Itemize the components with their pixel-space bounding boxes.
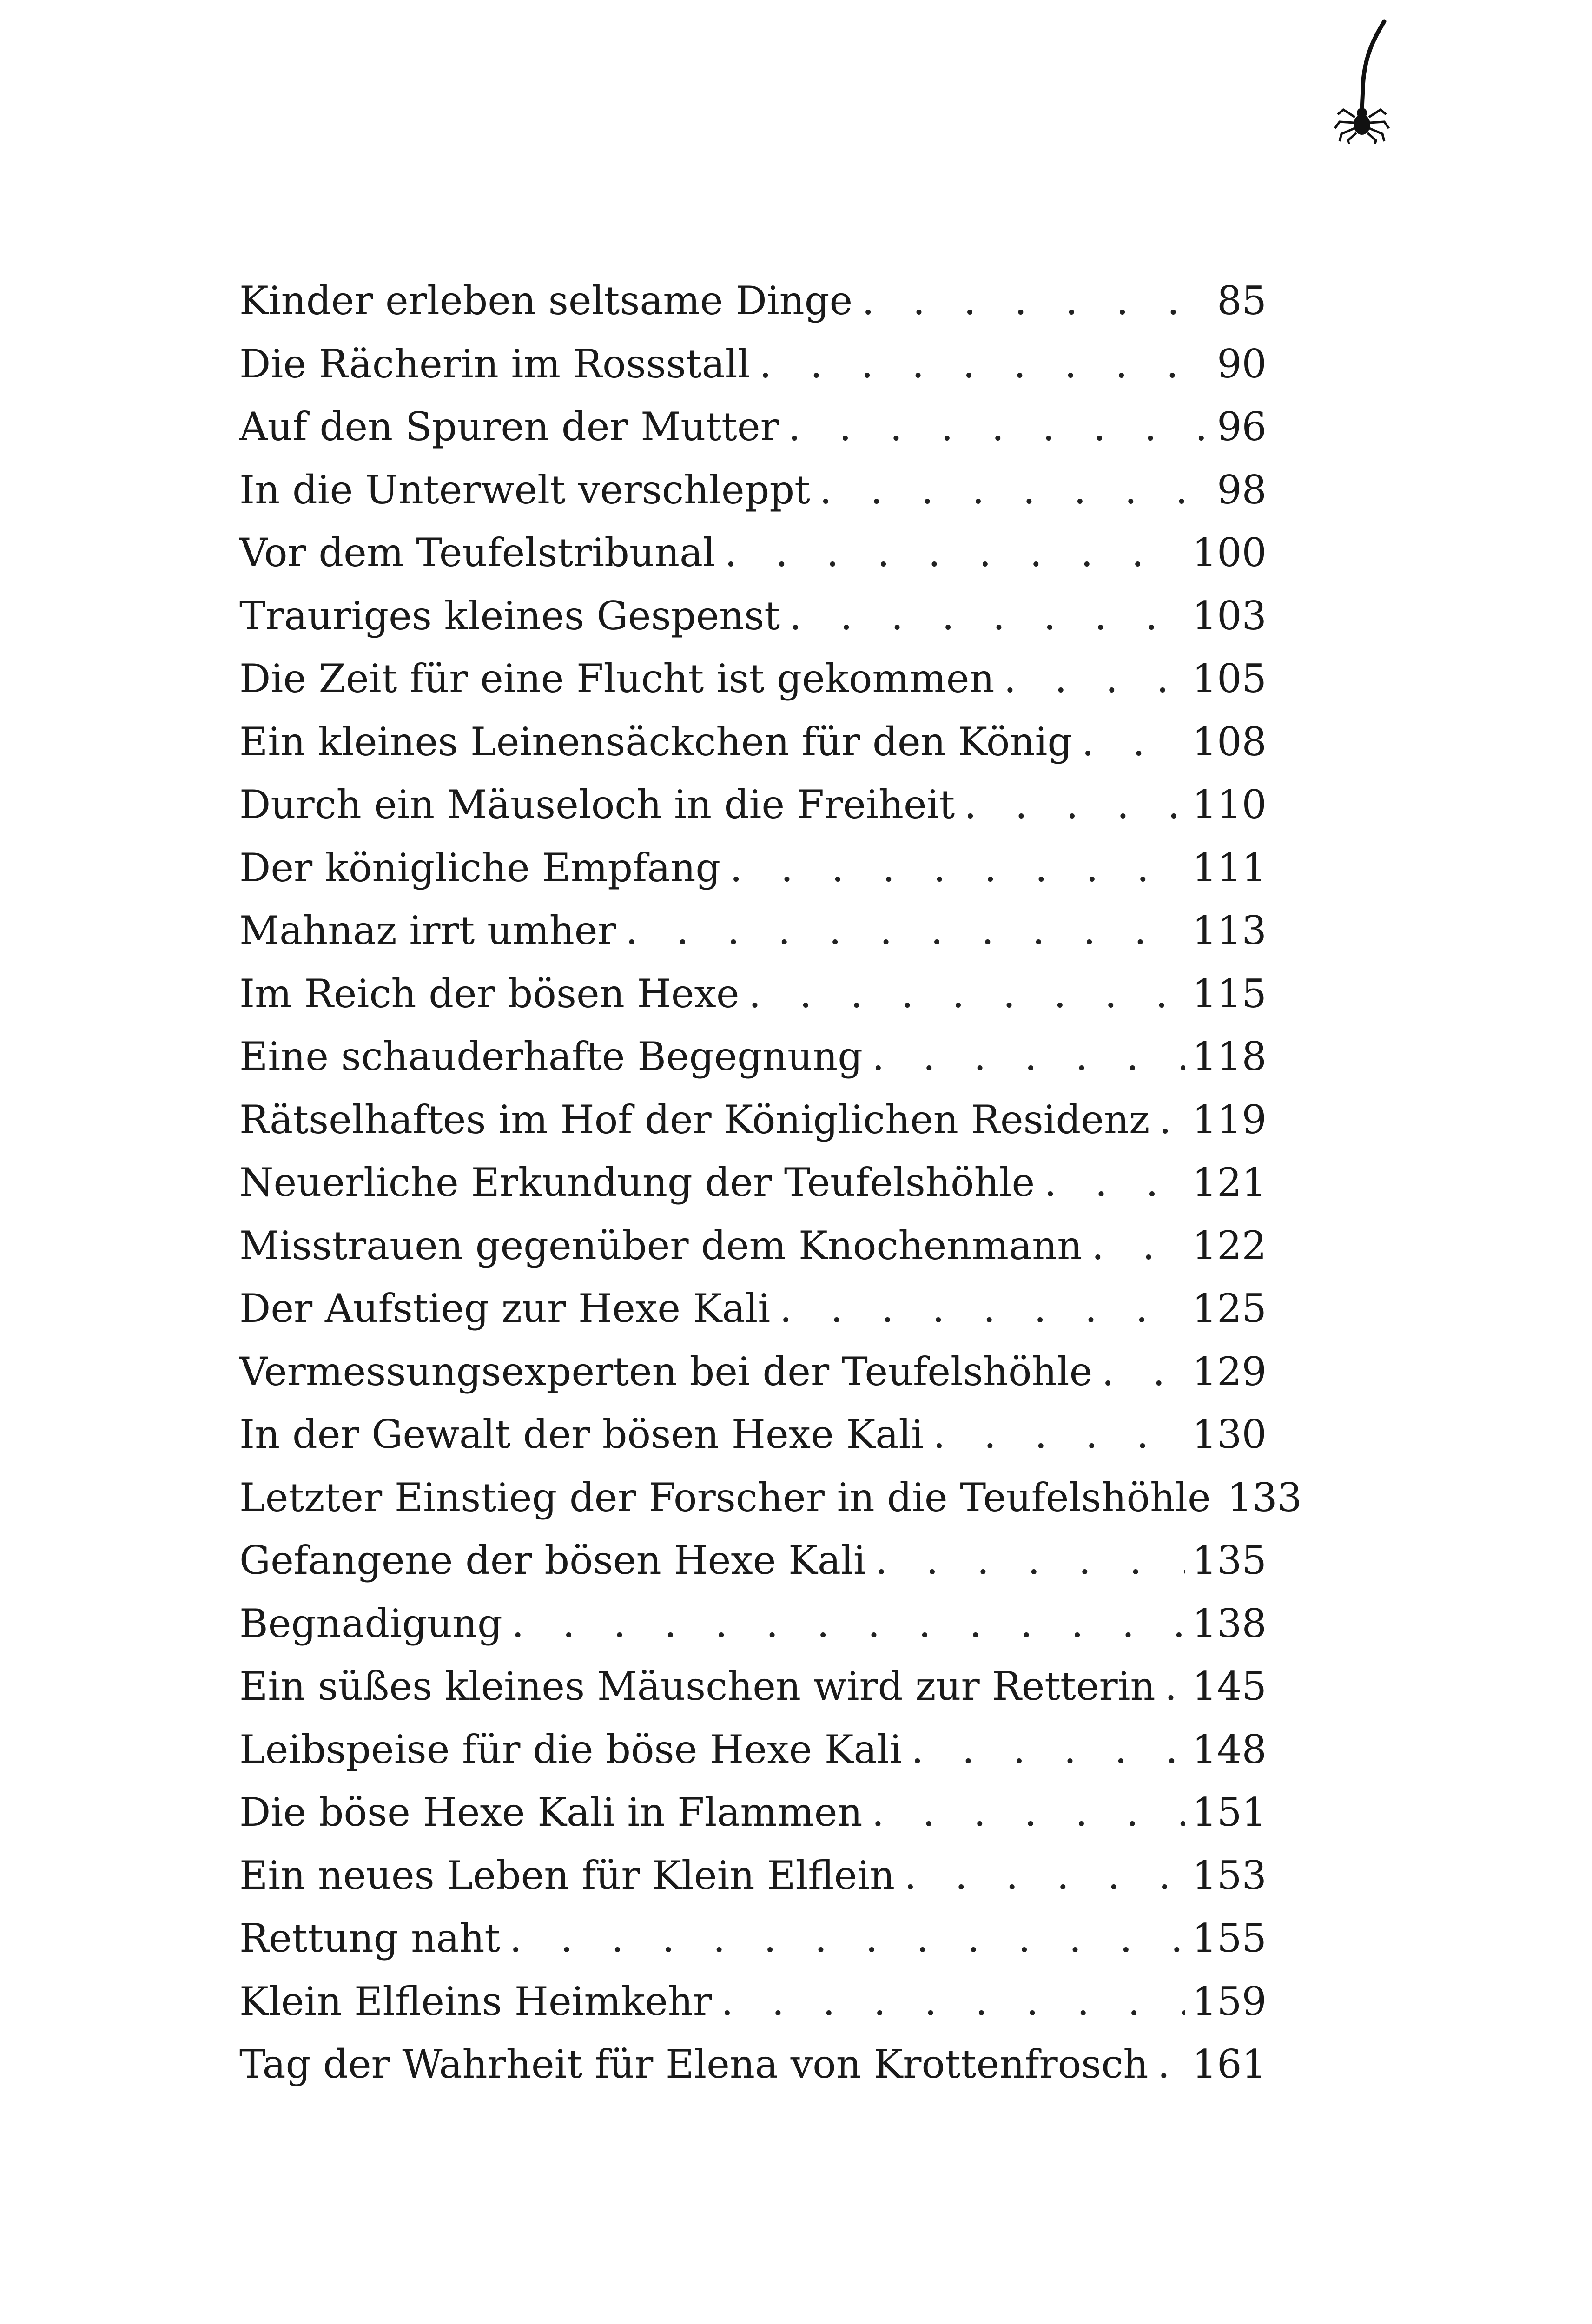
toc-entry-title: In die Unterwelt verschleppt [239, 467, 810, 513]
toc-entry-title: Ein süßes kleines Mäuschen wird zur Retterin [239, 1664, 1156, 1709]
toc-entry-title: Durch ein Mäuseloch in die Freiheit [239, 782, 955, 827]
toc-entry-page-number: 103 [1192, 593, 1267, 639]
toc-dot-leader [872, 1025, 1185, 1089]
toc-entry-title: Der Aufstieg zur Hexe Kali [239, 1286, 771, 1331]
toc-entry-title: Gefangene der bösen Hexe Kali [239, 1538, 866, 1583]
toc-dot-leader [1091, 1215, 1184, 1278]
spider-hanging-icon [1329, 19, 1394, 144]
toc-entry-title: Letzter Einstieg der Forscher in die Teufelshöhle [239, 1474, 1211, 1520]
toc-entry [239, 1844, 1267, 1908]
toc-entry-page-number: 118 [1192, 1034, 1267, 1079]
toc-entry-title: Ein kleines Leinensäckchen für den König [239, 719, 1073, 765]
toc-entry-page-number: 98 [1217, 467, 1267, 513]
toc-entry-title: Rettung naht [239, 1915, 501, 1961]
toc-dot-leader [862, 270, 1209, 333]
toc-entry-title: Im Reich der bösen Hexe [239, 971, 740, 1017]
toc-entry-page-number: 105 [1192, 656, 1267, 701]
toc-entry-page-number: 96 [1217, 404, 1267, 449]
toc-dot-leader [1082, 711, 1185, 774]
toc-dot-leader [725, 522, 1185, 585]
toc-entry-page-number: 148 [1192, 1726, 1267, 1772]
toc-dot-leader [779, 1277, 1184, 1340]
toc-dot-leader [721, 1970, 1185, 2034]
toc-entry [239, 585, 1267, 648]
toc-entry-page-number: 129 [1192, 1348, 1267, 1394]
toc-entry-title: Tag der Wahrheit für Elena von Krottenfrosch [239, 2041, 1149, 2087]
toc-entry-page-number: 121 [1192, 1160, 1267, 1205]
toc-entry-page-number: 125 [1192, 1286, 1267, 1331]
toc-entry-title: Die Zeit für eine Flucht ist gekommen [239, 656, 995, 701]
toc-entry [239, 1089, 1267, 1152]
toc-entry [239, 522, 1267, 585]
toc-entry-title: Klein Elfleins Heimkehr [239, 1978, 712, 2024]
toc-dot-leader [1004, 647, 1185, 711]
toc-dot-leader [1044, 1151, 1184, 1215]
toc-entry [239, 1151, 1267, 1215]
toc-entry-page-number: 138 [1192, 1600, 1267, 1646]
toc-entry-page-number: 135 [1192, 1538, 1267, 1583]
toc-entry-title: Mahnaz irrt umher [239, 908, 616, 953]
toc-entry [239, 1025, 1267, 1089]
toc-entry-page-number: 115 [1192, 971, 1267, 1017]
toc-entry-title: In der Gewalt der bösen Hexe Kali [239, 1412, 924, 1457]
toc-entry [239, 2033, 1267, 2096]
toc-dot-leader [789, 585, 1185, 648]
toc-entry-title: Der königliche Empfang [239, 845, 721, 891]
toc-entry-page-number: 130 [1192, 1412, 1267, 1457]
toc-entry [239, 1277, 1267, 1340]
toc-dot-leader [1159, 1089, 1184, 1152]
toc-entry-page-number: 151 [1192, 1789, 1267, 1835]
toc-dot-leader [911, 1718, 1184, 1782]
toc-entry [239, 1781, 1267, 1844]
toc-dot-leader [1165, 1655, 1185, 1718]
toc-entry-title: Kinder erleben seltsame Dinge [239, 278, 853, 324]
toc-entry [239, 1907, 1267, 1970]
toc-entry-title: Eine schauderhafte Begegnung [239, 1034, 863, 1079]
toc-entry-title: Ein neues Leben für Klein Elflein [239, 1852, 895, 1898]
toc-dot-leader [964, 773, 1184, 837]
toc-entry [239, 459, 1267, 522]
toc-entry-title: Vor dem Teufelstribunal [239, 530, 715, 575]
toc-dot-leader [875, 1529, 1185, 1592]
toc-entry-page-number: 133 [1227, 1474, 1302, 1520]
toc-dot-leader [933, 1403, 1185, 1466]
toc-entry [239, 1215, 1267, 1278]
toc-entry [239, 333, 1267, 396]
toc-entry-page-number: 111 [1192, 845, 1267, 891]
toc-dot-leader [730, 837, 1184, 900]
toc-entry-page-number: 85 [1217, 278, 1267, 324]
toc-entry [239, 1466, 1302, 1530]
toc-entry [239, 1592, 1267, 1656]
toc-entry-page-number: 108 [1192, 719, 1267, 765]
toc-entry-title: Auf den Spuren der Mutter [239, 404, 779, 449]
toc-entry-title: Misstrauen gegenüber dem Knochenmann [239, 1222, 1083, 1268]
toc-dot-leader [512, 1592, 1185, 1656]
toc-entry-title: Die Rächerin im Rossstall [239, 341, 750, 387]
toc-entry [239, 1340, 1267, 1404]
toc-entry-title: Trauriges kleines Gespenst [239, 593, 780, 639]
toc-entry [239, 1529, 1267, 1592]
toc-entry [239, 1970, 1267, 2034]
toc-entry-page-number: 159 [1192, 1978, 1267, 2024]
toc-entry-page-number: 90 [1217, 341, 1267, 387]
toc-dot-leader [872, 1781, 1185, 1844]
toc-dot-leader [626, 899, 1185, 963]
toc-entry [239, 1655, 1267, 1718]
toc-entry-page-number: 119 [1192, 1096, 1267, 1142]
toc-dot-leader [1102, 1340, 1184, 1404]
toc-dot-leader [788, 396, 1209, 459]
toc-entry-page-number: 153 [1192, 1852, 1267, 1898]
toc-entry-page-number: 155 [1192, 1915, 1267, 1961]
toc-entry [239, 963, 1267, 1026]
toc-entry [239, 837, 1267, 900]
toc-entry-title: Rätselhaftes im Hof der Königlichen Residenz [239, 1096, 1150, 1142]
toc-entry [239, 1718, 1267, 1782]
toc-entry [239, 647, 1267, 711]
toc-entry [239, 396, 1267, 459]
toc-dot-leader [749, 963, 1185, 1026]
toc-entry [239, 1403, 1267, 1466]
toc-dot-leader [904, 1844, 1185, 1908]
toc-entry-page-number: 113 [1192, 908, 1267, 953]
toc-dot-leader [819, 459, 1209, 522]
toc-dot-leader [509, 1907, 1184, 1970]
toc-dot-leader [1157, 2033, 1184, 2096]
table-of-contents [239, 270, 1302, 2096]
toc-entry-page-number: 100 [1192, 530, 1267, 575]
toc-entry-title: Die böse Hexe Kali in Flammen [239, 1789, 863, 1835]
toc-entry-page-number: 145 [1192, 1664, 1267, 1709]
toc-entry-title: Neuerliche Erkundung der Teufelshöhle [239, 1160, 1035, 1205]
toc-entry-page-number: 122 [1192, 1222, 1267, 1268]
toc-entry-page-number: 161 [1192, 2041, 1267, 2087]
toc-entry [239, 899, 1267, 963]
toc-dot-leader [759, 333, 1209, 396]
toc-entry [239, 773, 1267, 837]
toc-entry-title: Begnadigung [239, 1600, 502, 1646]
toc-entry-title: Leibspeise für die böse Hexe Kali [239, 1726, 902, 1772]
toc-entry-page-number: 110 [1192, 782, 1267, 827]
toc-entry [239, 711, 1267, 774]
toc-entry-title: Vermessungsexperten bei der Teufelshöhle [239, 1348, 1093, 1394]
toc-entry [239, 270, 1267, 333]
